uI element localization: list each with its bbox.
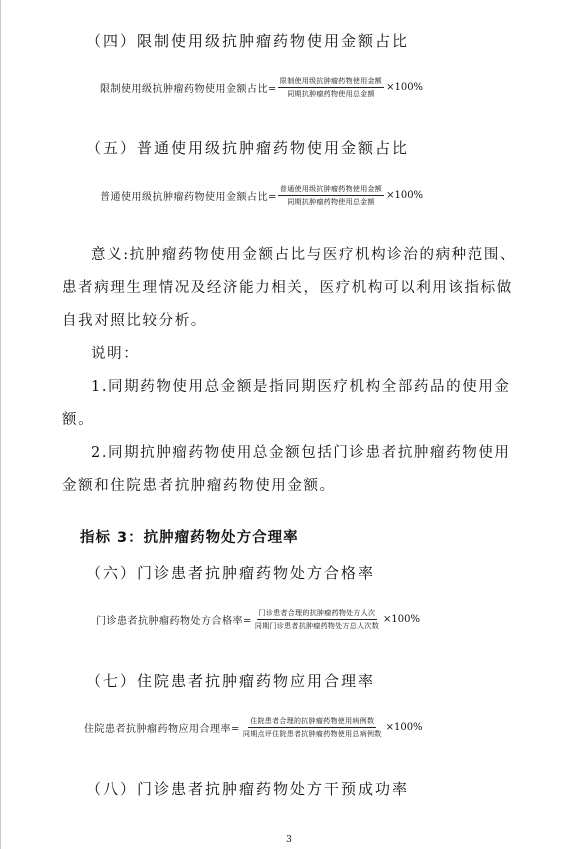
note-2-line-2: 金额和住院患者抗肿瘤药物使用金额。 xyxy=(62,478,336,494)
meaning-line-1: 意义:抗肿瘤药物使用金额占比与医疗机构诊治的病种范围、 xyxy=(91,247,517,263)
formula-fraction xyxy=(278,184,384,207)
formula-5 xyxy=(100,184,423,207)
formula-multiplier: ×100% xyxy=(386,82,424,93)
section-heading-4: （四）限制使用级抗肿瘤药物使用金额占比 xyxy=(86,32,410,50)
indicator-title: 指标 3：抗肿瘤药物处方合理率 xyxy=(80,530,299,546)
body-paragraphs xyxy=(62,239,536,503)
formula-fraction xyxy=(241,716,384,739)
formula-lhs: 普通使用级抗肿瘤药物使用金额占比= xyxy=(100,192,277,203)
page-number: 3 xyxy=(286,835,292,845)
meaning-line-3: 自我对照比较分析。 xyxy=(62,313,207,329)
notes-label: 说明： xyxy=(91,346,140,362)
formula-numerator: 限制使用级抗肿瘤药物使用金额 xyxy=(278,76,384,88)
note-1-line-2: 额。 xyxy=(62,412,95,428)
section-heading-7: （七）住院患者抗肿瘤药物应用合理率 xyxy=(86,672,376,690)
formula-fraction xyxy=(253,608,381,631)
formula-6 xyxy=(96,608,420,631)
formula-multiplier: ×100% xyxy=(386,190,424,201)
formula-lhs: 住院患者抗肿瘤药物应用合理率= xyxy=(84,724,240,735)
formula-numerator: 住院患者合理的抗肿瘤药物使用病例数 xyxy=(248,716,376,728)
formula-numerator: 普通使用级抗肿瘤药物使用金额 xyxy=(278,184,384,196)
page-edge xyxy=(0,0,1,849)
note-2-line-1: 2.同期抗肿瘤药物使用总金额包括门诊患者抗肿瘤药物使用 xyxy=(91,445,511,461)
section-heading-6: （六）门诊患者抗肿瘤药物处方合格率 xyxy=(86,564,376,582)
formula-multiplier: ×100% xyxy=(383,614,420,625)
formula-lhs: 门诊患者抗肿瘤药物处方合格率= xyxy=(96,616,252,627)
formula-lhs: 限制使用级抗肿瘤药物使用金额占比= xyxy=(100,84,277,95)
formula-fraction xyxy=(278,76,384,99)
formula-denominator: 同期点评住院患者抗肿瘤药物使用总病例数 xyxy=(242,730,382,738)
formula-4 xyxy=(100,76,423,99)
note-1-line-1: 1.同期药物使用总金额是指同期医疗机构全部药品的使用金 xyxy=(91,379,511,395)
formula-7 xyxy=(84,716,423,739)
section-heading-5: （五）普通使用级抗肿瘤药物使用金额占比 xyxy=(86,139,410,157)
formula-numerator: 门诊患者合理的抗肿瘤药物处方人次 xyxy=(257,608,378,620)
formula-denominator: 同期门诊患者抗肿瘤药物处方总人次数 xyxy=(254,622,379,630)
formula-multiplier: ×100% xyxy=(385,722,423,733)
formula-denominator: 同期抗肿瘤药物使用总金额 xyxy=(287,198,375,206)
formula-denominator: 同期抗肿瘤药物使用总金额 xyxy=(287,90,375,98)
meaning-line-2: 患者病理生理情况及经济能力相关，医疗机构可以利用该指标做 xyxy=(62,280,513,296)
section-heading-8: （八）门诊患者抗肿瘤药物处方干预成功率 xyxy=(86,780,410,798)
